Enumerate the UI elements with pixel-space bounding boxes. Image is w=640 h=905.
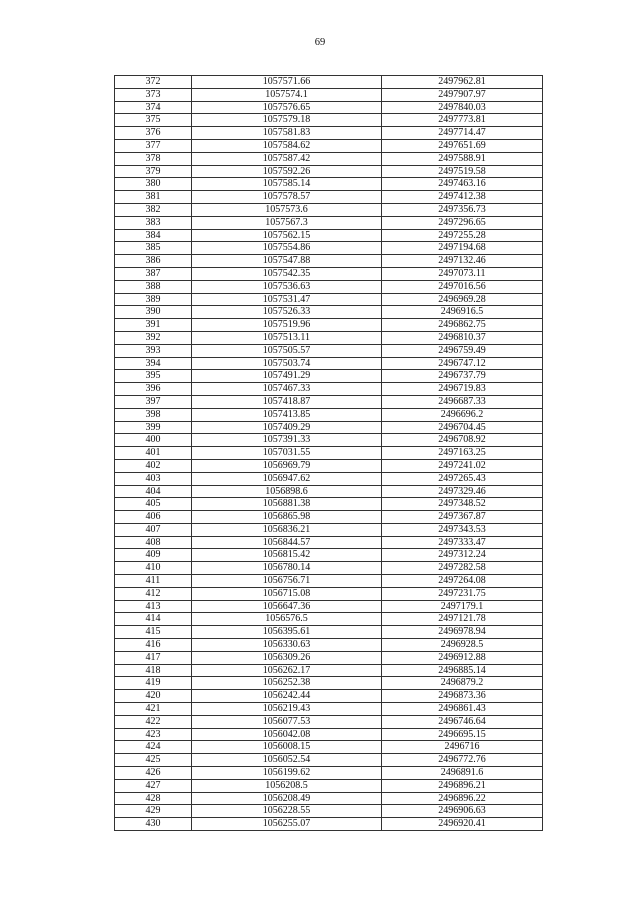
x-coordinate-cell: 1057571.66 bbox=[192, 76, 382, 89]
y-coordinate-cell: 2497163.25 bbox=[382, 447, 543, 460]
point-number-cell: 421 bbox=[115, 703, 192, 716]
point-number-cell: 429 bbox=[115, 805, 192, 818]
point-number-cell: 414 bbox=[115, 613, 192, 626]
table-row bbox=[115, 383, 543, 396]
point-number-cell: 428 bbox=[115, 792, 192, 805]
y-coordinate-cell: 2497329.46 bbox=[382, 485, 543, 498]
table-row bbox=[115, 792, 543, 805]
table-row bbox=[115, 447, 543, 460]
table-row bbox=[115, 818, 543, 831]
x-coordinate-cell: 1056242.44 bbox=[192, 690, 382, 703]
table-row bbox=[115, 344, 543, 357]
table-row bbox=[115, 754, 543, 767]
point-number-cell: 374 bbox=[115, 101, 192, 114]
table-row bbox=[115, 255, 543, 268]
y-coordinate-cell: 2497194.68 bbox=[382, 242, 543, 255]
table-row bbox=[115, 626, 543, 639]
x-coordinate-cell: 1057554.86 bbox=[192, 242, 382, 255]
x-coordinate-cell: 1056199.62 bbox=[192, 767, 382, 780]
table-row bbox=[115, 434, 543, 447]
point-number-cell: 403 bbox=[115, 472, 192, 485]
table-row bbox=[115, 139, 543, 152]
table-row bbox=[115, 728, 543, 741]
point-number-cell: 390 bbox=[115, 306, 192, 319]
table-row bbox=[115, 639, 543, 652]
table-row bbox=[115, 229, 543, 242]
x-coordinate-cell: 1056865.98 bbox=[192, 511, 382, 524]
x-coordinate-cell: 1057531.47 bbox=[192, 293, 382, 306]
point-number-cell: 383 bbox=[115, 216, 192, 229]
table-row bbox=[115, 472, 543, 485]
x-coordinate-cell: 1057526.33 bbox=[192, 306, 382, 319]
y-coordinate-cell: 2496879.2 bbox=[382, 677, 543, 690]
point-number-cell: 418 bbox=[115, 664, 192, 677]
y-coordinate-cell: 2496696.2 bbox=[382, 408, 543, 421]
y-coordinate-cell: 2497962.81 bbox=[382, 76, 543, 89]
point-number-cell: 385 bbox=[115, 242, 192, 255]
point-number-cell: 389 bbox=[115, 293, 192, 306]
table-row bbox=[115, 562, 543, 575]
point-number-cell: 423 bbox=[115, 728, 192, 741]
table-row bbox=[115, 293, 543, 306]
point-number-cell: 407 bbox=[115, 523, 192, 536]
table-row bbox=[115, 267, 543, 280]
table-row bbox=[115, 703, 543, 716]
point-number-cell: 373 bbox=[115, 88, 192, 101]
y-coordinate-cell: 2496708.92 bbox=[382, 434, 543, 447]
y-coordinate-cell: 2496861.43 bbox=[382, 703, 543, 716]
y-coordinate-cell: 2497348.52 bbox=[382, 498, 543, 511]
point-number-cell: 415 bbox=[115, 626, 192, 639]
y-coordinate-cell: 2496810.37 bbox=[382, 331, 543, 344]
point-number-cell: 417 bbox=[115, 651, 192, 664]
x-coordinate-cell: 1056228.55 bbox=[192, 805, 382, 818]
y-coordinate-cell: 2497773.81 bbox=[382, 114, 543, 127]
table-row bbox=[115, 88, 543, 101]
table-row bbox=[115, 690, 543, 703]
point-number-cell: 426 bbox=[115, 767, 192, 780]
y-coordinate-cell: 2497132.46 bbox=[382, 255, 543, 268]
table-row bbox=[115, 536, 543, 549]
y-coordinate-cell: 2496873.36 bbox=[382, 690, 543, 703]
point-number-cell: 384 bbox=[115, 229, 192, 242]
y-coordinate-cell: 2497333.47 bbox=[382, 536, 543, 549]
y-coordinate-cell: 2496916.5 bbox=[382, 306, 543, 319]
y-coordinate-cell: 2496747.12 bbox=[382, 357, 543, 370]
x-coordinate-cell: 1056881.38 bbox=[192, 498, 382, 511]
y-coordinate-cell: 2497241.02 bbox=[382, 459, 543, 472]
x-coordinate-cell: 1057573.6 bbox=[192, 203, 382, 216]
page-number: 69 bbox=[314, 37, 326, 48]
table-row bbox=[115, 165, 543, 178]
x-coordinate-cell: 1057585.14 bbox=[192, 178, 382, 191]
y-coordinate-cell: 2496746.64 bbox=[382, 715, 543, 728]
x-coordinate-cell: 1056576.5 bbox=[192, 613, 382, 626]
y-coordinate-cell: 2496906.63 bbox=[382, 805, 543, 818]
y-coordinate-cell: 2496912.88 bbox=[382, 651, 543, 664]
x-coordinate-cell: 1057413.85 bbox=[192, 408, 382, 421]
table-row bbox=[115, 600, 543, 613]
table-row bbox=[115, 216, 543, 229]
point-number-cell: 410 bbox=[115, 562, 192, 575]
x-coordinate-cell: 1057491.29 bbox=[192, 370, 382, 383]
table-row bbox=[115, 152, 543, 165]
point-number-cell: 430 bbox=[115, 818, 192, 831]
point-number-cell: 376 bbox=[115, 127, 192, 140]
table-row bbox=[115, 178, 543, 191]
point-number-cell: 372 bbox=[115, 76, 192, 89]
x-coordinate-cell: 1057519.96 bbox=[192, 319, 382, 332]
point-number-cell: 398 bbox=[115, 408, 192, 421]
y-coordinate-cell: 2496759.49 bbox=[382, 344, 543, 357]
point-number-cell: 392 bbox=[115, 331, 192, 344]
y-coordinate-cell: 2497463.16 bbox=[382, 178, 543, 191]
y-coordinate-cell: 2497265.43 bbox=[382, 472, 543, 485]
y-coordinate-cell: 2497282.58 bbox=[382, 562, 543, 575]
x-coordinate-cell: 1056208.5 bbox=[192, 779, 382, 792]
point-number-cell: 391 bbox=[115, 319, 192, 332]
table-row bbox=[115, 805, 543, 818]
x-coordinate-cell: 1057418.87 bbox=[192, 395, 382, 408]
point-number-cell: 427 bbox=[115, 779, 192, 792]
y-coordinate-cell: 2497588.91 bbox=[382, 152, 543, 165]
point-number-cell: 386 bbox=[115, 255, 192, 268]
point-number-cell: 395 bbox=[115, 370, 192, 383]
y-coordinate-cell: 2496719.83 bbox=[382, 383, 543, 396]
y-coordinate-cell: 2497714.47 bbox=[382, 127, 543, 140]
point-number-cell: 425 bbox=[115, 754, 192, 767]
y-coordinate-cell: 2497231.75 bbox=[382, 587, 543, 600]
table-row bbox=[115, 280, 543, 293]
y-coordinate-cell: 2496928.5 bbox=[382, 639, 543, 652]
y-coordinate-cell: 2497264.08 bbox=[382, 575, 543, 588]
x-coordinate-cell: 1057584.62 bbox=[192, 139, 382, 152]
y-coordinate-cell: 2497343.53 bbox=[382, 523, 543, 536]
y-coordinate-cell: 2496885.14 bbox=[382, 664, 543, 677]
table-row bbox=[115, 319, 543, 332]
x-coordinate-cell: 1056947.62 bbox=[192, 472, 382, 485]
table-row bbox=[115, 741, 543, 754]
x-coordinate-cell: 1057409.29 bbox=[192, 421, 382, 434]
x-coordinate-cell: 1057536.63 bbox=[192, 280, 382, 293]
x-coordinate-cell: 1057579.18 bbox=[192, 114, 382, 127]
x-coordinate-cell: 1057505.57 bbox=[192, 344, 382, 357]
y-coordinate-cell: 2497840.03 bbox=[382, 101, 543, 114]
x-coordinate-cell: 1056815.42 bbox=[192, 549, 382, 562]
table-row bbox=[115, 242, 543, 255]
y-coordinate-cell: 2497296.65 bbox=[382, 216, 543, 229]
table-row bbox=[115, 575, 543, 588]
table-row bbox=[115, 511, 543, 524]
point-number-cell: 388 bbox=[115, 280, 192, 293]
x-coordinate-cell: 1057581.83 bbox=[192, 127, 382, 140]
x-coordinate-cell: 1057567.3 bbox=[192, 216, 382, 229]
point-number-cell: 399 bbox=[115, 421, 192, 434]
table-row bbox=[115, 127, 543, 140]
x-coordinate-cell: 1056208.49 bbox=[192, 792, 382, 805]
x-coordinate-cell: 1057578.57 bbox=[192, 191, 382, 204]
table-row bbox=[115, 651, 543, 664]
table-row bbox=[115, 677, 543, 690]
table-row bbox=[115, 203, 543, 216]
x-coordinate-cell: 1057562.15 bbox=[192, 229, 382, 242]
point-number-cell: 397 bbox=[115, 395, 192, 408]
y-coordinate-cell: 2497651.69 bbox=[382, 139, 543, 152]
y-coordinate-cell: 2496704.45 bbox=[382, 421, 543, 434]
point-number-cell: 409 bbox=[115, 549, 192, 562]
coordinates-table-body bbox=[115, 76, 543, 831]
table-row bbox=[115, 114, 543, 127]
y-coordinate-cell: 2497519.58 bbox=[382, 165, 543, 178]
point-number-cell: 413 bbox=[115, 600, 192, 613]
y-coordinate-cell: 2496862.75 bbox=[382, 319, 543, 332]
point-number-cell: 400 bbox=[115, 434, 192, 447]
y-coordinate-cell: 2497312.24 bbox=[382, 549, 543, 562]
x-coordinate-cell: 1056898.6 bbox=[192, 485, 382, 498]
x-coordinate-cell: 1057467.33 bbox=[192, 383, 382, 396]
table-row bbox=[115, 370, 543, 383]
x-coordinate-cell: 1056309.26 bbox=[192, 651, 382, 664]
table-row bbox=[115, 408, 543, 421]
table-row bbox=[115, 498, 543, 511]
table-row bbox=[115, 76, 543, 89]
table-row bbox=[115, 485, 543, 498]
table-row bbox=[115, 715, 543, 728]
point-number-cell: 379 bbox=[115, 165, 192, 178]
y-coordinate-cell: 2496896.22 bbox=[382, 792, 543, 805]
x-coordinate-cell: 1056008.15 bbox=[192, 741, 382, 754]
x-coordinate-cell: 1056969.79 bbox=[192, 459, 382, 472]
table-row bbox=[115, 587, 543, 600]
y-coordinate-cell: 2496891.6 bbox=[382, 767, 543, 780]
x-coordinate-cell: 1057592.26 bbox=[192, 165, 382, 178]
point-number-cell: 387 bbox=[115, 267, 192, 280]
coordinates-table bbox=[114, 75, 543, 831]
y-coordinate-cell: 2496969.28 bbox=[382, 293, 543, 306]
y-coordinate-cell: 2496896.21 bbox=[382, 779, 543, 792]
x-coordinate-cell: 1056395.61 bbox=[192, 626, 382, 639]
y-coordinate-cell: 2497907.97 bbox=[382, 88, 543, 101]
point-number-cell: 424 bbox=[115, 741, 192, 754]
point-number-cell: 394 bbox=[115, 357, 192, 370]
point-number-cell: 411 bbox=[115, 575, 192, 588]
table-row bbox=[115, 613, 543, 626]
point-number-cell: 405 bbox=[115, 498, 192, 511]
table-row bbox=[115, 549, 543, 562]
table-row bbox=[115, 779, 543, 792]
x-coordinate-cell: 1056042.08 bbox=[192, 728, 382, 741]
y-coordinate-cell: 2497356.73 bbox=[382, 203, 543, 216]
x-coordinate-cell: 1056836.21 bbox=[192, 523, 382, 536]
y-coordinate-cell: 2497255.28 bbox=[382, 229, 543, 242]
point-number-cell: 377 bbox=[115, 139, 192, 152]
point-number-cell: 419 bbox=[115, 677, 192, 690]
table-row bbox=[115, 395, 543, 408]
table-row bbox=[115, 421, 543, 434]
point-number-cell: 396 bbox=[115, 383, 192, 396]
y-coordinate-cell: 2496920.41 bbox=[382, 818, 543, 831]
x-coordinate-cell: 1057574.1 bbox=[192, 88, 382, 101]
x-coordinate-cell: 1056219.43 bbox=[192, 703, 382, 716]
y-coordinate-cell: 2497412.38 bbox=[382, 191, 543, 204]
point-number-cell: 381 bbox=[115, 191, 192, 204]
point-number-cell: 393 bbox=[115, 344, 192, 357]
y-coordinate-cell: 2497179.1 bbox=[382, 600, 543, 613]
x-coordinate-cell: 1057031.55 bbox=[192, 447, 382, 460]
x-coordinate-cell: 1057547.88 bbox=[192, 255, 382, 268]
point-number-cell: 378 bbox=[115, 152, 192, 165]
x-coordinate-cell: 1057503.74 bbox=[192, 357, 382, 370]
y-coordinate-cell: 2497121.78 bbox=[382, 613, 543, 626]
x-coordinate-cell: 1056255.07 bbox=[192, 818, 382, 831]
point-number-cell: 416 bbox=[115, 639, 192, 652]
point-number-cell: 408 bbox=[115, 536, 192, 549]
x-coordinate-cell: 1057542.35 bbox=[192, 267, 382, 280]
x-coordinate-cell: 1056077.53 bbox=[192, 715, 382, 728]
y-coordinate-cell: 2496716 bbox=[382, 741, 543, 754]
point-number-cell: 404 bbox=[115, 485, 192, 498]
x-coordinate-cell: 1056252.38 bbox=[192, 677, 382, 690]
point-number-cell: 406 bbox=[115, 511, 192, 524]
y-coordinate-cell: 2497367.87 bbox=[382, 511, 543, 524]
x-coordinate-cell: 1057391.33 bbox=[192, 434, 382, 447]
x-coordinate-cell: 1056330.63 bbox=[192, 639, 382, 652]
table-row bbox=[115, 191, 543, 204]
x-coordinate-cell: 1057587.42 bbox=[192, 152, 382, 165]
y-coordinate-cell: 2496978.94 bbox=[382, 626, 543, 639]
x-coordinate-cell: 1056052.54 bbox=[192, 754, 382, 767]
x-coordinate-cell: 1056647.36 bbox=[192, 600, 382, 613]
y-coordinate-cell: 2496737.79 bbox=[382, 370, 543, 383]
x-coordinate-cell: 1056844.57 bbox=[192, 536, 382, 549]
point-number-cell: 380 bbox=[115, 178, 192, 191]
x-coordinate-cell: 1056780.14 bbox=[192, 562, 382, 575]
table-row bbox=[115, 101, 543, 114]
point-number-cell: 401 bbox=[115, 447, 192, 460]
point-number-cell: 402 bbox=[115, 459, 192, 472]
table-row bbox=[115, 459, 543, 472]
table-row bbox=[115, 331, 543, 344]
y-coordinate-cell: 2496687.33 bbox=[382, 395, 543, 408]
x-coordinate-cell: 1056756.71 bbox=[192, 575, 382, 588]
x-coordinate-cell: 1057513.11 bbox=[192, 331, 382, 344]
table-row bbox=[115, 767, 543, 780]
point-number-cell: 375 bbox=[115, 114, 192, 127]
table-row bbox=[115, 523, 543, 536]
y-coordinate-cell: 2497016.56 bbox=[382, 280, 543, 293]
x-coordinate-cell: 1056262.17 bbox=[192, 664, 382, 677]
y-coordinate-cell: 2496772.76 bbox=[382, 754, 543, 767]
point-number-cell: 420 bbox=[115, 690, 192, 703]
x-coordinate-cell: 1057576.65 bbox=[192, 101, 382, 114]
y-coordinate-cell: 2497073.11 bbox=[382, 267, 543, 280]
table-row bbox=[115, 306, 543, 319]
table-row bbox=[115, 357, 543, 370]
point-number-cell: 382 bbox=[115, 203, 192, 216]
table-row bbox=[115, 664, 543, 677]
point-number-cell: 422 bbox=[115, 715, 192, 728]
x-coordinate-cell: 1056715.08 bbox=[192, 587, 382, 600]
y-coordinate-cell: 2496695.15 bbox=[382, 728, 543, 741]
point-number-cell: 412 bbox=[115, 587, 192, 600]
